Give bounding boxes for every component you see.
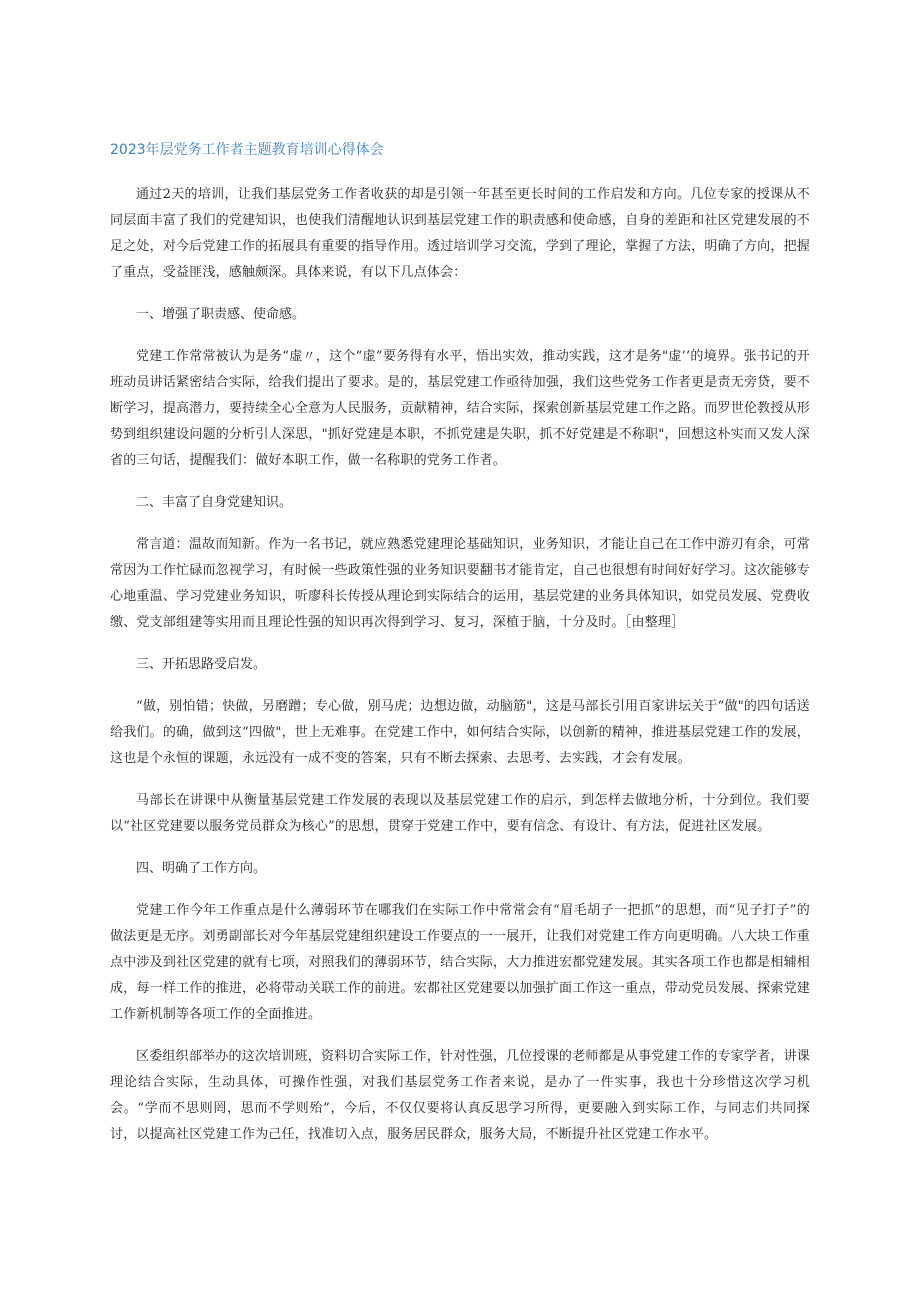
section-3-paragraph-1: “做，别怕错；快做，另磨蹭；专心做，别马虎；边想边做，动脑筋"，这是马部长引用百家讲坛关于“做"的四句话送给我们。的确，做到这“四做"，世上无难事。在党建工作中，如何结合实际，以创新的精神，推进基层党建工作的发展，这也是个永恒的课题，永远没有一成不变的答案，只有不断去探索、去思考、去实践，才会有发展。 bbox=[110, 699, 810, 766]
section-4-paragraph: 党建工作今年工作重点是什么薄弱环节在哪我们在实际工作中常常会有“眉毛胡子一把抓”的思想，而“见子打子”的做法更是无序。刘勇副部长对今年基层党建组织建设工作要点的一一展开，让我们对党建工作方向更明确。八大块工作重点中涉及到社区党建的就有七项，对照我们的薄弱环节，结合实际，大力推进宏都党建发展。其实各项工作也都是相辅相成，每一样工作的推进，必将带动关联工作的前进。宏都社区党建要以加强扩面工作这一重点，带动党员发展、探索党建工作新机制等各项工作的全面推进。 bbox=[110, 903, 810, 1022]
closing-paragraph: 区委组织部举办的这次培训班，资料切合实际工作，针对性强，几位授课的老师都是从事党建工作的专家学者，讲课理论结合实际，生动具体，可操作性强，对我们基层党务工作者来说，是办了一件实事，我也十分珍惜这次学习机会。“学而不思则罔，思而不学则殆”，今后，不仅仅要将认真反思学习所得，更要融入到实际工作，与同志们共同探讨，以提高社区党建工作为己任，找准切入点，服务居民群众，服务大局，不断提升社区党建工作水平。 bbox=[110, 1049, 810, 1142]
section-heading-4: 四、明确了工作方向。 bbox=[136, 861, 267, 876]
section-heading-3: 三、开拓思路受启发。 bbox=[136, 657, 267, 672]
document-page bbox=[110, 138, 810, 1164]
section-heading-1: 一、增强了职责感、使命感。 bbox=[136, 307, 306, 322]
section-2-paragraph: 常言道：温故而知新。作为一名书记，就应熟悉党建理论基础知识，业务知识，才能让自己在工作中游刃有余，可常常因为工作忙碌而忽视学习，有时候一些政策性强的业务知识要翻书才能肯定，自己也很想有时间好好学习。这次能够专心地重温、学习党建业务知识，听廖科长传授从理论到实际结合的运用，基层党建的业务具体知识，如党员发展、党费收缴、党支部组建等实用而且理论性强的知识再次得到学习、复习，深植于脑，十分及时。［由整理］ bbox=[110, 537, 810, 630]
document-title: 2023年层党务工作者主题教育培训心得体会 bbox=[110, 142, 384, 158]
section-heading-2: 二、丰富了自身党建知识。 bbox=[136, 495, 293, 510]
intro-paragraph: 通过2天的培训，让我们基层党务工作者收获的却是引领一年甚至更长时间的工作启发和方向。几位专家的授课从不同层面丰富了我们的党建知识，也使我们清醒地认识到基层党建工作的职责感和使命感，自身的差距和社区党建发展的不足之处，对今后党建工作的拓展具有重要的指导作用。透过培训学习交流，学到了理论，掌握了方法，明确了方向，把握了重点，受益匪浅，感触颇深。具体来说，有以下几点体会： bbox=[110, 187, 810, 280]
section-1-paragraph: 党建工作常常被认为是务“虚〃，这个“虚”要务得有水平，悟出实效，推动实践，这才是务"虚’’的境界。张书记的开班动员讲话紧密结合实际，给我们提出了要求。是的，基层党建工作亟待加强，我们这些党务工作者更是责无旁贷，要不断学习，提高潜力，要持续全心全意为人民服务，贡献精神，结合实际，探索创新基层党建工作之路。而罗世伦教授从形势到组织建设问题的分析引人深思，"抓好党建是本职，不抓党建是失职，抓不好党建是不称职"，回想这朴实而又发人深省的三句话，提醒我们：做好本职工作，做一名称职的党务工作者。 bbox=[110, 349, 810, 468]
section-3-paragraph-2: 马部长在讲课中从衡量基层党建工作发展的表现以及基层党建工作的启示，到怎样去做地分析，十分到位。我们要以“社区党建要以服务党员群众为核心”的思想，贯穿于党建工作中，要有信念、有设计、有方法，促进社区发展。 bbox=[110, 793, 810, 834]
